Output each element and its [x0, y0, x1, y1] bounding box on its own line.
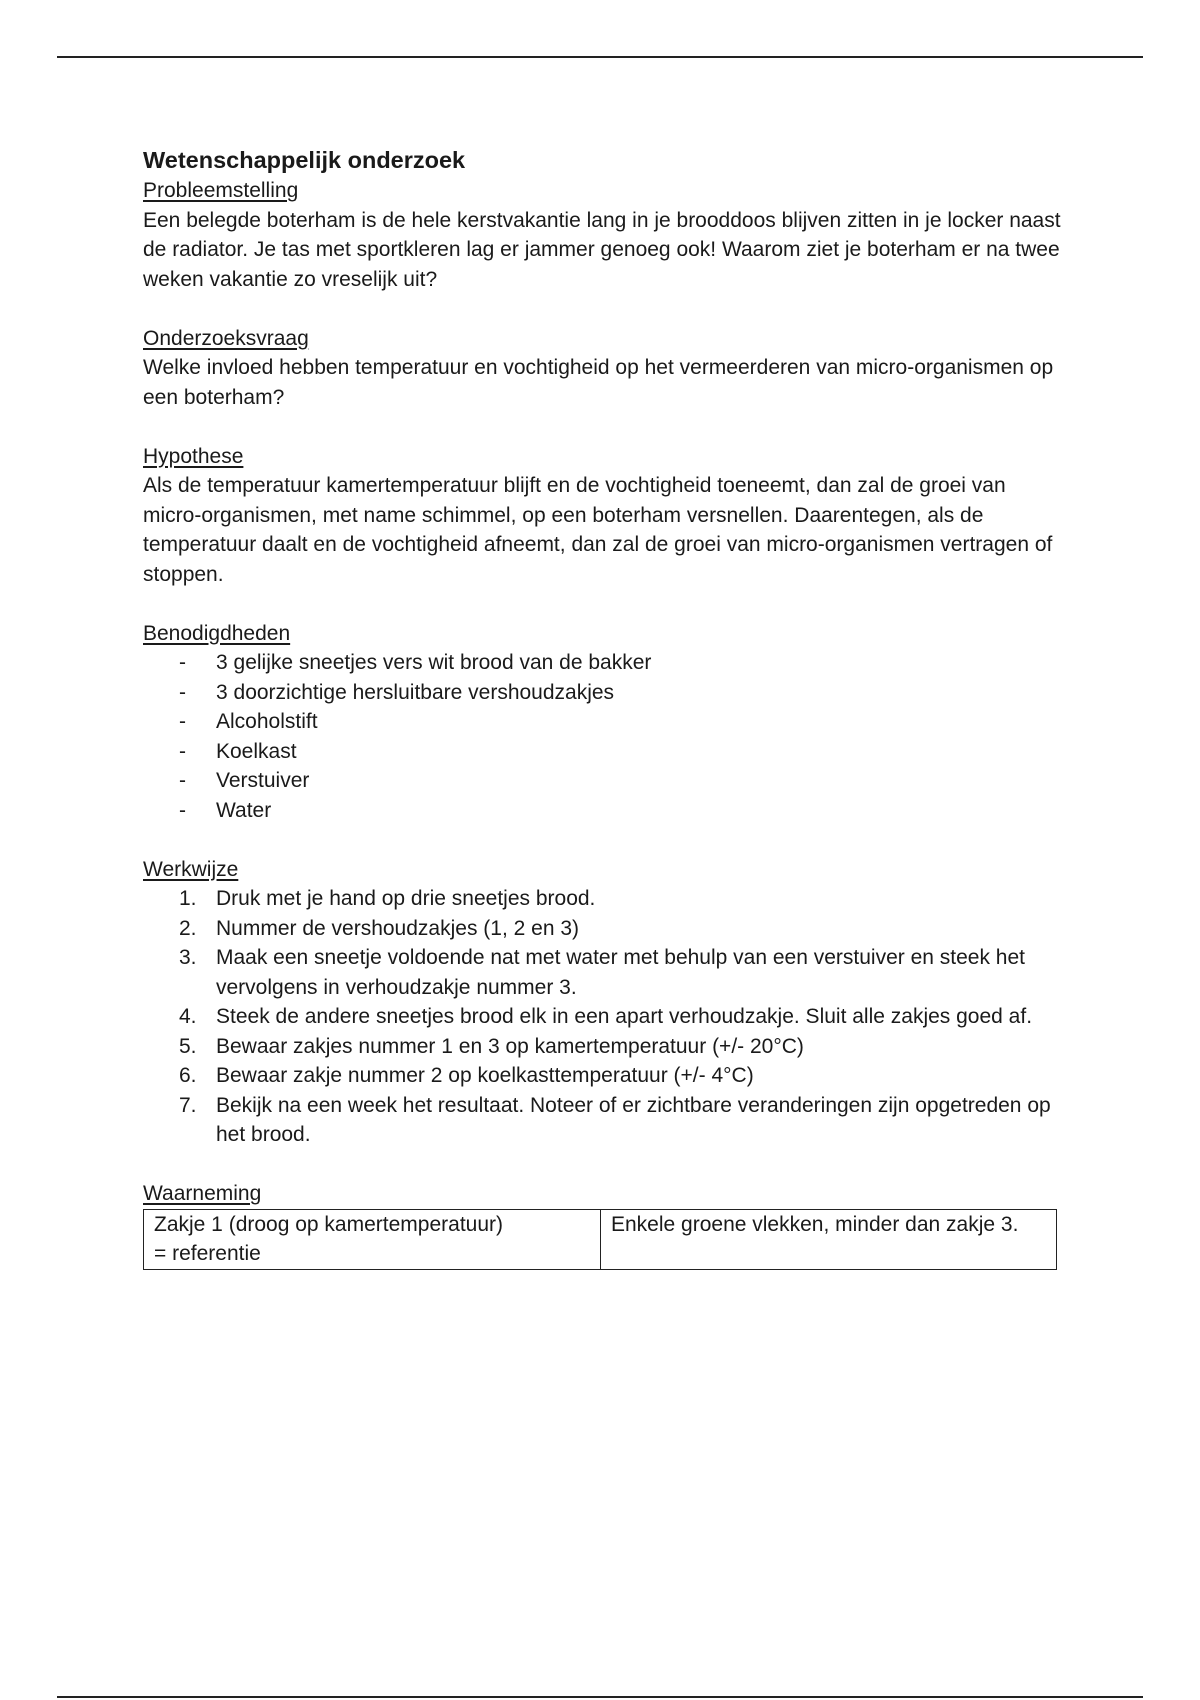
step-number: 4.	[179, 1005, 197, 1028]
list-item	[143, 737, 1063, 767]
hypothese-text: Als de temperatuur kamertemperatuur blijft en de vochtigheid toeneemt, dan zal de groei van micro-organismen, met name schimmel, op een boterham versnellen. Daarentegen, als de temperatuur daalt en de vochtigheid afneemt, dan zal de groei van micro-organismen vertragen of stoppen.	[143, 474, 1053, 586]
cell-label-line: = referentie	[154, 1242, 261, 1265]
step-number: 6.	[179, 1064, 197, 1087]
list-item	[143, 796, 1063, 826]
werkwijze-heading: Werkwijze	[143, 857, 239, 881]
step-item	[143, 884, 1063, 914]
step-item	[143, 1002, 1063, 1032]
table-cell-label	[144, 1209, 601, 1269]
footer-rule	[57, 1696, 1143, 1698]
cell-label-line: Zakje 1 (droog op kamertemperatuur)	[154, 1212, 503, 1236]
step-number: 1.	[179, 887, 197, 910]
step-text: Bekijk na een week het resultaat. Noteer of er zichtbare veranderingen zijn opgetreden op het brood.	[216, 1093, 1051, 1146]
list-dash: -	[179, 680, 186, 704]
step-item	[143, 943, 1063, 1002]
step-text: Steek de andere sneetjes brood elk in een apart verhoudzakje. Sluit alle zakjes goed af.	[216, 1005, 1033, 1028]
document-body	[143, 144, 1063, 1270]
list-dash: -	[179, 710, 186, 733]
step-text: Druk met je hand op drie sneetjes brood.	[216, 887, 596, 910]
step-item	[143, 914, 1063, 944]
waarneming-heading: Waarneming	[143, 1182, 262, 1205]
onderzoeksvraag-heading: Onderzoeksvraag	[143, 326, 309, 350]
step-text: Nummer de vershoudzakjes (1, 2 en 3)	[216, 916, 579, 940]
list-item	[143, 678, 1063, 708]
step-number: 7.	[179, 1093, 197, 1117]
step-item	[143, 1091, 1063, 1150]
table-row	[144, 1209, 1057, 1269]
step-item	[143, 1032, 1063, 1062]
step-number: 5.	[179, 1034, 197, 1058]
step-number: 2.	[179, 916, 197, 940]
probleemstelling-heading: Probleemstelling	[143, 179, 299, 202]
list-dash: -	[179, 651, 186, 674]
werkwijze-list	[143, 884, 1063, 1150]
step-number: 3.	[179, 946, 197, 969]
header-rule	[57, 56, 1143, 58]
list-item-text: Verstuiver	[216, 769, 310, 792]
list-item-text: Koelkast	[216, 739, 297, 763]
list-item	[143, 707, 1063, 737]
document-title: Wetenschappelijk onderzoek	[143, 147, 466, 173]
list-item-text: 3 gelijke sneetjes vers wit brood van de bakker	[216, 651, 652, 674]
probleemstelling-text: Een belegde boterham is de hele kerstvakantie lang in je brooddoos blijven zitten in je locker naast de radiator. Je tas met sportkleren lag er jammer genoeg ook! Waarom ziet je boterham er na twee weken vakantie zo vreselijk uit?	[143, 208, 1061, 291]
benodigdheden-heading: Benodigdheden	[143, 621, 291, 645]
table-cell-observation: Enkele groene vlekken, minder dan zakje 3.	[601, 1209, 1057, 1269]
list-dash: -	[179, 798, 186, 822]
list-item-text: 3 doorzichtige hersluitbare vershoudzakjes	[216, 680, 615, 704]
benodigdheden-list	[143, 648, 1063, 825]
list-item-text: Alcoholstift	[216, 710, 318, 733]
list-dash: -	[179, 739, 186, 763]
step-item	[143, 1061, 1063, 1091]
observation-table	[143, 1209, 1057, 1270]
list-item	[143, 648, 1063, 678]
list-item	[143, 766, 1063, 796]
onderzoeksvraag-text: Welke invloed hebben temperatuur en vochtigheid op het vermeerderen van micro-organismen op een boterham?	[143, 356, 1054, 409]
step-text: Maak een sneetje voldoende nat met water met behulp van een verstuiver en steek het vervolgens in verhoudzakje nummer 3.	[216, 946, 1025, 999]
list-item-text: Water	[216, 798, 272, 822]
step-text: Bewaar zakjes nummer 1 en 3 op kamertemperatuur (+/- 20°C)	[216, 1034, 804, 1058]
list-dash: -	[179, 769, 186, 792]
step-text: Bewaar zakje nummer 2 op koelkasttemperatuur (+/- 4°C)	[216, 1064, 754, 1087]
hypothese-heading: Hypothese	[143, 444, 244, 468]
